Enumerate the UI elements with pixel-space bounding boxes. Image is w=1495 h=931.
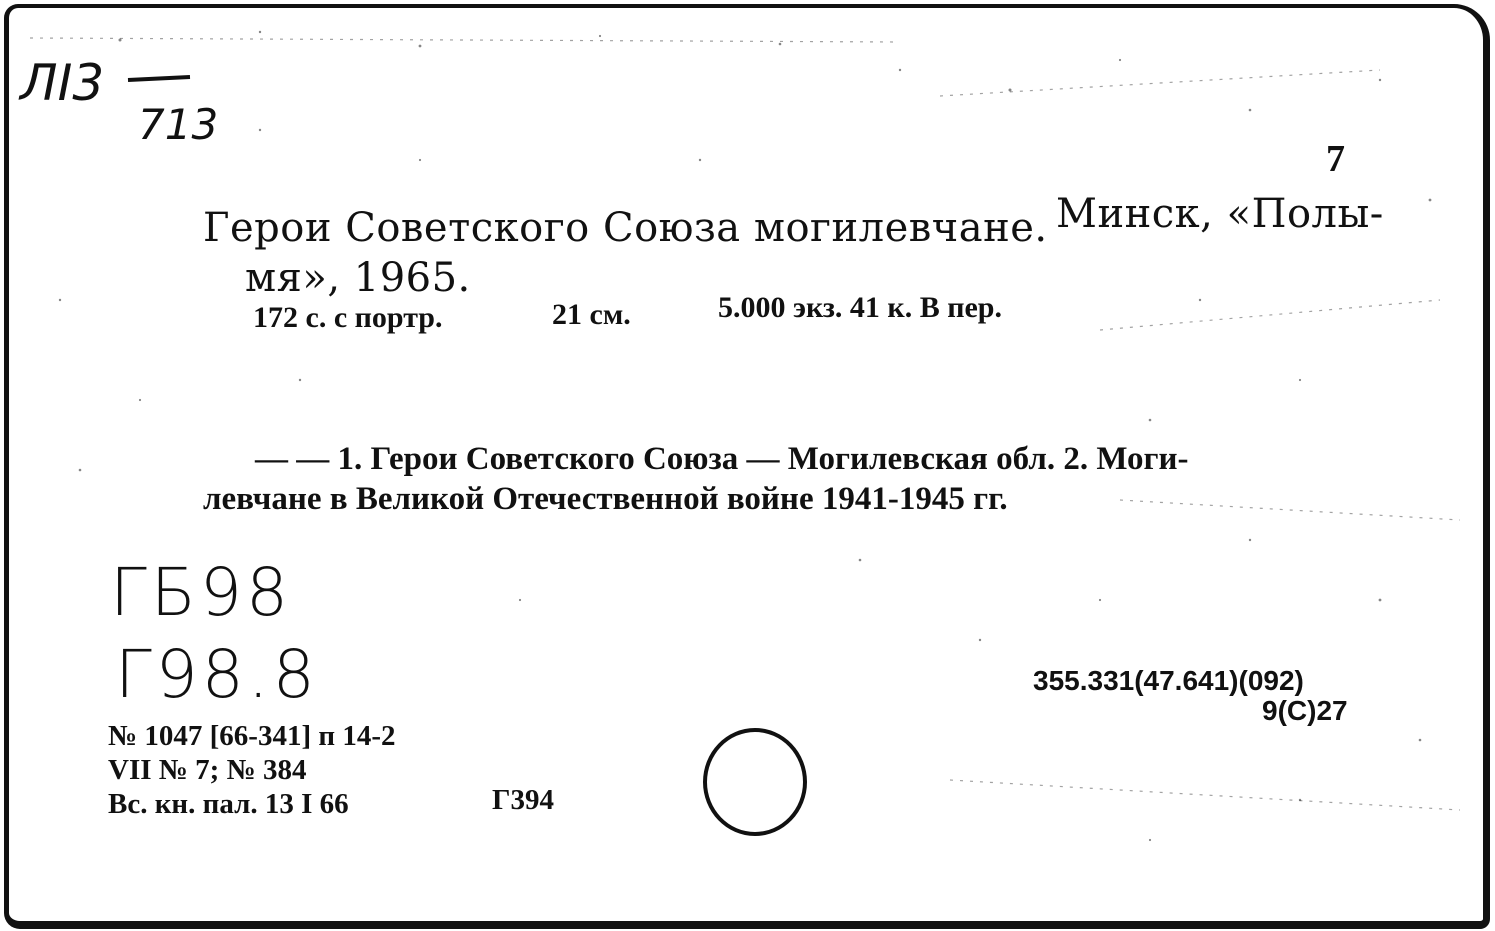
corner-number: 7: [1326, 138, 1345, 180]
record-line-3: Вс. кн. пал. 13 I 66: [108, 788, 349, 820]
call-number-top: ЛI3: [20, 54, 105, 112]
bbk-index: 9(С)27: [1262, 695, 1348, 726]
udc-index: 355.331(47.641)(092): [1033, 665, 1304, 696]
call-number-bottom: 713: [138, 100, 219, 149]
record-code: Г394: [492, 784, 554, 816]
book-size: 21 см.: [552, 298, 631, 331]
handwritten-class-2: Г98.8: [115, 636, 319, 713]
publisher-line-2: мя», 1965.: [245, 255, 471, 301]
punch-hole-circle: [703, 728, 807, 836]
subjects-line-1: — — 1. Герои Советского Союза — Могилевская обл. 2. Моги-: [255, 441, 1189, 477]
handwritten-class-1: ГБ98: [110, 554, 293, 631]
edition-info: 5.000 экз. 41 к. В пер.: [718, 291, 1002, 324]
physical-description: 172 с. с портр.: [253, 301, 443, 334]
book-title: Герои Советского Союза могилевчане.: [203, 205, 1048, 251]
record-line-2: VII № 7; № 384: [108, 754, 307, 786]
subjects-line-2: левчане в Великой Отечественной войне 1941-1945 гг.: [203, 481, 1008, 517]
publisher-line-1: Минск, «Полы-: [1056, 191, 1384, 237]
record-line-1: № 1047 [66-341] п 14-2: [108, 720, 396, 752]
